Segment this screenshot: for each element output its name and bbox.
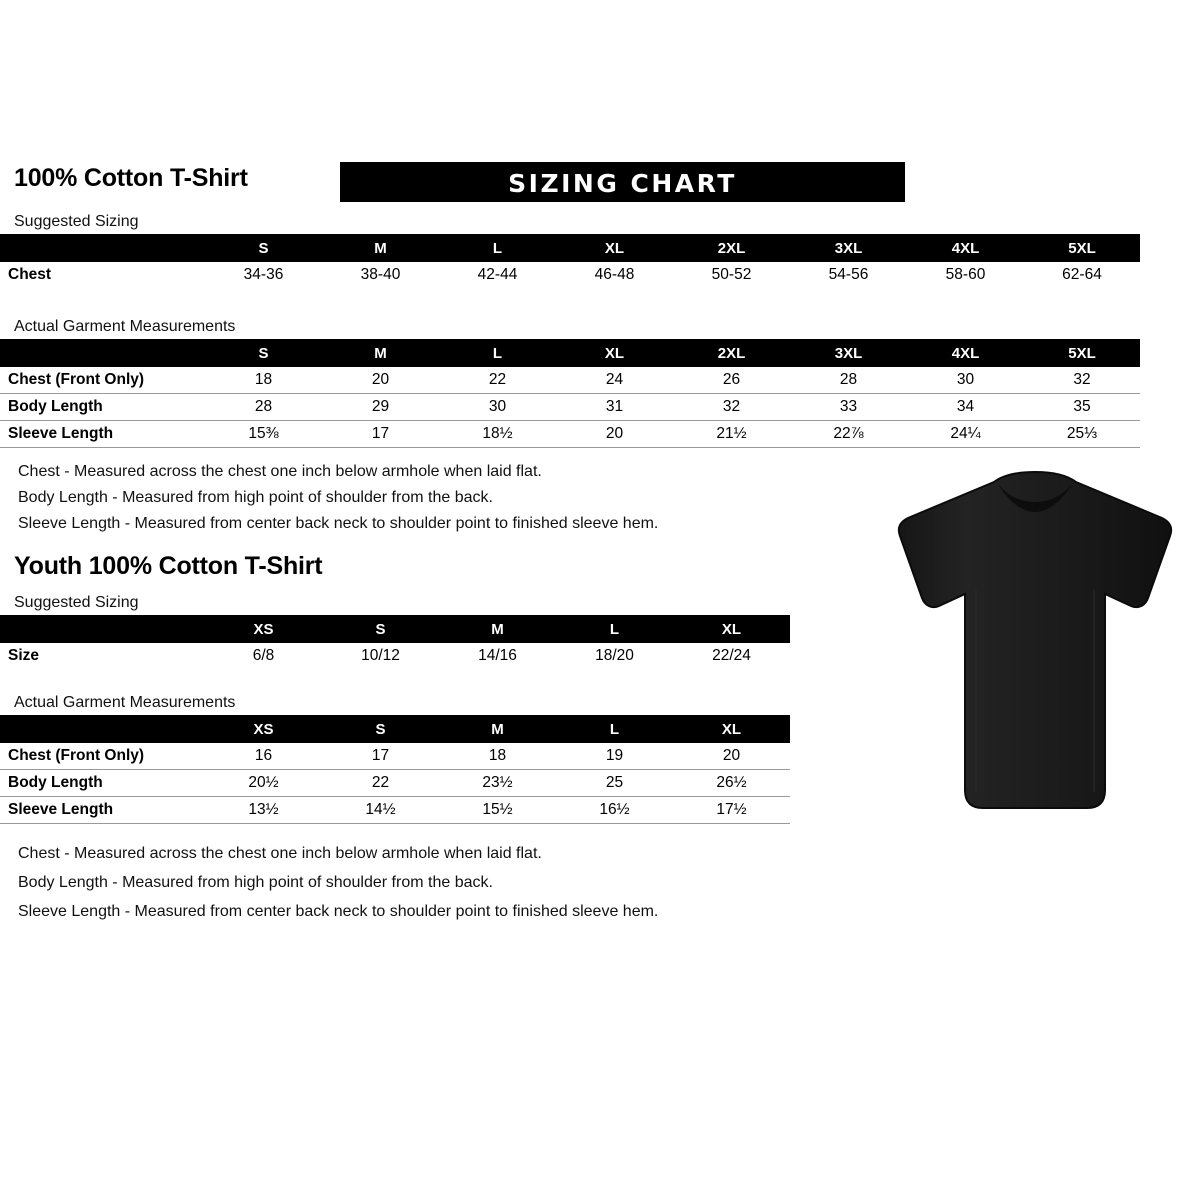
adult-suggested-sizing-table <box>0 234 1140 288</box>
col-header-2xl: 2XL <box>673 339 790 367</box>
adult-note-sleeve-length: Sleeve Length - Measured from center back neck to shoulder point to finished sleeve hem. <box>18 515 659 532</box>
cell-sleevelength-xl: 20 <box>556 421 673 448</box>
cell-chestfront-s: 18 <box>205 367 322 394</box>
cell-chest-l: 42-44 <box>477 266 518 283</box>
cell-sleevelength-4xl: 24¼ <box>907 421 1024 448</box>
cell-chestfront-xs: 16 <box>205 743 322 770</box>
col-header-xl: XL <box>673 715 790 743</box>
cell-sleevelength-5xl: 25⅓ <box>1024 421 1140 448</box>
table-header-row <box>0 339 1140 367</box>
cell-bodylength-l: 30 <box>439 394 556 421</box>
cell-bodylength-m: 29 <box>322 394 439 421</box>
cell-chest-2xl: 50-52 <box>711 266 752 283</box>
col-header-xl: XL <box>556 234 673 262</box>
cell-chest-m: 38-40 <box>360 266 401 283</box>
youth-suggested-sizing-label: Suggested Sizing <box>14 594 139 611</box>
cell-bodylength-m: 23½ <box>439 770 556 797</box>
table-row <box>0 797 790 824</box>
cell-bodylength-l: 25 <box>556 770 673 797</box>
cell-size-l: 18/20 <box>595 647 634 664</box>
col-header-5xl: 5XL <box>1024 339 1140 367</box>
cell-bodylength-2xl: 32 <box>673 394 790 421</box>
table-row <box>0 394 1140 421</box>
cell-bodylength-xl: 31 <box>556 394 673 421</box>
cell-bodylength-s: 22 <box>322 770 439 797</box>
col-header-2xl: 2XL <box>673 234 790 262</box>
table-row <box>0 743 790 770</box>
row-label-chest: Chest <box>8 266 52 283</box>
cell-chest-3xl: 54-56 <box>828 266 869 283</box>
cell-bodylength-s: 28 <box>205 394 322 421</box>
col-header-blank <box>0 234 205 262</box>
tshirt-product-image <box>890 470 1180 815</box>
cell-chestfront-s: 17 <box>322 743 439 770</box>
col-header-s: S <box>322 715 439 743</box>
table-header-row <box>0 715 790 743</box>
cell-bodylength-3xl: 33 <box>790 394 907 421</box>
table-header-row <box>0 234 1140 262</box>
cell-chest-4xl: 58-60 <box>945 266 986 283</box>
cell-sleevelength-s: 15⅜ <box>205 421 322 448</box>
cell-chestfront-l: 19 <box>556 743 673 770</box>
col-header-m: M <box>439 615 556 643</box>
table-row <box>0 262 1140 288</box>
row-label-sleeve-length: Sleeve Length <box>0 797 205 824</box>
cell-chestfront-m: 20 <box>322 367 439 394</box>
adult-section-title: 100% Cotton T-Shirt <box>14 164 248 192</box>
cell-size-s: 10/12 <box>361 647 400 664</box>
sizing-chart-banner <box>340 162 905 202</box>
cell-chest-s: 34-36 <box>243 266 284 283</box>
row-label-body-length: Body Length <box>0 394 205 421</box>
table-row <box>0 421 1140 448</box>
col-header-m: M <box>439 715 556 743</box>
table-row <box>0 643 790 669</box>
col-header-xl: XL <box>556 339 673 367</box>
adult-suggested-sizing-label: Suggested Sizing <box>14 213 139 230</box>
col-header-blank <box>0 615 205 643</box>
cell-bodylength-xs: 20½ <box>205 770 322 797</box>
col-header-l: L <box>439 234 556 262</box>
row-label-chest-front-only: Chest (Front Only) <box>0 367 205 394</box>
cell-bodylength-5xl: 35 <box>1024 394 1140 421</box>
row-label-body-length: Body Length <box>0 770 205 797</box>
cell-sleevelength-l: 18½ <box>439 421 556 448</box>
youth-note-sleeve-length: Sleeve Length - Measured from center back neck to shoulder point to finished sleeve hem. <box>18 903 659 920</box>
table-row <box>0 367 1140 394</box>
cell-size-xs: 6/8 <box>252 647 275 664</box>
cell-chest-5xl: 62-64 <box>1062 266 1102 283</box>
table-row <box>0 770 790 797</box>
col-header-s: S <box>205 234 322 262</box>
sizing-chart-banner-label: SIZING CHART <box>508 169 737 198</box>
cell-chestfront-xl: 24 <box>556 367 673 394</box>
cell-size-xl: 22/24 <box>712 647 751 664</box>
cell-chestfront-xl: 20 <box>673 743 790 770</box>
col-header-l: L <box>556 615 673 643</box>
col-header-l: L <box>556 715 673 743</box>
col-header-4xl: 4XL <box>907 339 1024 367</box>
cell-sleevelength-m: 17 <box>322 421 439 448</box>
cell-bodylength-xl: 26½ <box>673 770 790 797</box>
cell-bodylength-4xl: 34 <box>907 394 1024 421</box>
col-header-xs: XS <box>205 615 322 643</box>
col-header-blank <box>0 339 205 367</box>
col-header-4xl: 4XL <box>907 234 1024 262</box>
col-header-3xl: 3XL <box>790 234 907 262</box>
col-header-m: M <box>322 234 439 262</box>
youth-actual-measurements-label: Actual Garment Measurements <box>14 694 236 711</box>
cell-chestfront-l: 22 <box>439 367 556 394</box>
row-label-sleeve-length: Sleeve Length <box>0 421 205 448</box>
col-header-5xl: 5XL <box>1024 234 1140 262</box>
cell-chestfront-m: 18 <box>439 743 556 770</box>
cell-sleevelength-xl: 17½ <box>673 797 790 824</box>
col-header-s: S <box>322 615 439 643</box>
youth-note-chest: Chest - Measured across the chest one inch below armhole when laid flat. <box>18 845 542 862</box>
cell-sleevelength-s: 14½ <box>322 797 439 824</box>
cell-sleevelength-2xl: 21½ <box>673 421 790 448</box>
table-header-row <box>0 615 790 643</box>
cell-sleevelength-xs: 13½ <box>205 797 322 824</box>
cell-chestfront-5xl: 32 <box>1024 367 1140 394</box>
adult-note-body-length: Body Length - Measured from high point of shoulder from the back. <box>18 489 493 506</box>
tshirt-icon <box>890 470 1180 815</box>
cell-sleevelength-3xl: 22⅞ <box>790 421 907 448</box>
cell-chestfront-4xl: 30 <box>907 367 1024 394</box>
col-header-l: L <box>439 339 556 367</box>
youth-section-title: Youth 100% Cotton T-Shirt <box>14 552 323 580</box>
cell-chestfront-3xl: 28 <box>790 367 907 394</box>
row-label-size: Size <box>8 647 40 664</box>
row-label-chest-front-only: Chest (Front Only) <box>0 743 205 770</box>
youth-suggested-sizing-table <box>0 615 790 669</box>
cell-sleevelength-l: 16½ <box>556 797 673 824</box>
youth-note-body-length: Body Length - Measured from high point of shoulder from the back. <box>18 874 493 891</box>
col-header-xl: XL <box>673 615 790 643</box>
cell-sleevelength-m: 15½ <box>439 797 556 824</box>
col-header-s: S <box>205 339 322 367</box>
col-header-3xl: 3XL <box>790 339 907 367</box>
youth-actual-measurements-table <box>0 715 790 824</box>
adult-actual-measurements-label: Actual Garment Measurements <box>14 318 236 335</box>
adult-note-chest: Chest - Measured across the chest one inch below armhole when laid flat. <box>18 463 542 480</box>
cell-chest-xl: 46-48 <box>594 266 635 283</box>
cell-size-m: 14/16 <box>478 647 517 664</box>
cell-chestfront-2xl: 26 <box>673 367 790 394</box>
col-header-m: M <box>322 339 439 367</box>
col-header-blank <box>0 715 205 743</box>
col-header-xs: XS <box>205 715 322 743</box>
adult-actual-measurements-table <box>0 339 1140 448</box>
